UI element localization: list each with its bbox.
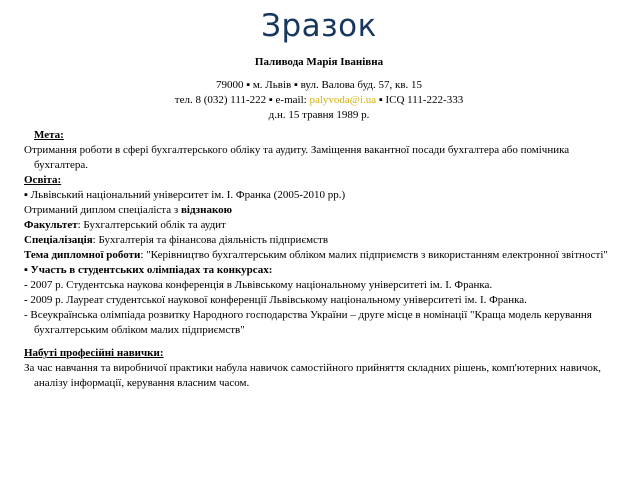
section-gap — [24, 338, 609, 346]
olympiad-item-2009 — [24, 293, 609, 308]
contact-line — [0, 93, 638, 108]
slide-title: Зразок — [261, 8, 377, 44]
diploma-honors: відзнакою — [180, 204, 233, 216]
olympiad-dash: - — [24, 294, 31, 306]
faculty-line — [24, 218, 609, 233]
skills-text: За час навчання та виробничої практики набула навичок самостійного прийняття складних рішень, комп'ютерних навичок, аналізу інформації, керування власним часом. — [24, 362, 602, 389]
goal-text: Отримання роботи в сфері бухгалтерського обліку та аудиту. Заміщення вакантної посади бухгалтера або помічника бухгалтера. — [24, 144, 570, 171]
faculty-text: : Бухгалтерський облік та аудит — [77, 219, 226, 231]
birth-date: д.н. 15 травня 1989 р. — [268, 109, 370, 121]
diploma-prefix: Отриманий диплом спеціаліста з — [24, 204, 181, 216]
resume-header — [0, 55, 638, 123]
candidate-name: Паливода Марія Іванівна — [254, 56, 384, 68]
contact-suffix: ▪ ICQ 111-222-333 — [376, 94, 464, 106]
specialty-label: Спеціалізація — [24, 234, 93, 246]
specialty-line — [24, 233, 609, 248]
thesis-text: : "Керівництво бухгалтерським обліком малих підприємств з використанням електронної звітності" — [140, 249, 608, 261]
goal-heading: Мета: — [34, 129, 64, 141]
faculty-label: Факультет — [24, 219, 78, 231]
olympiad-text: 2007 р. Студентська наукова конференція в Львівському національному університеті ім. І. Франка. — [30, 279, 493, 291]
olympiad-text: 2009 р. Лауреат студентської наукової конференції Львівському національному університеті ім. І. Франка. — [30, 294, 527, 306]
address-line: 79000 ▪ м. Львів ▪ вул. Валова буд. 57, кв. 15 — [215, 79, 423, 91]
contact-prefix: тел. 8 (032) 111-222 ▪ e-mail: — [174, 94, 310, 106]
skills-heading: Набуті професійні навички: — [24, 347, 164, 359]
education-heading: Освіта: — [24, 174, 62, 186]
olympiad-item-allukrainian: - Всеукраїнська олімпіада розвитку Народного господарства України – друге місце в номінації "Краща модель керування бухгалтерським обліком малих підприємств" — [24, 309, 592, 336]
thesis-line — [24, 248, 609, 263]
email-link[interactable]: palyvoda@i.ua — [309, 94, 377, 106]
resume-body — [24, 128, 609, 391]
olympiad-item-2007 — [24, 278, 609, 293]
olympiad-heading: ▪ Участь в студентських олімпіадах та конкурсах: — [24, 264, 273, 276]
thesis-label: Тема дипломної роботи — [24, 249, 141, 261]
diploma-line — [24, 203, 609, 218]
olympiad-dash: - — [24, 279, 31, 291]
specialty-text: : Бухгалтерія та фінансова діяльність підприємств — [92, 234, 329, 246]
header-spacer — [0, 70, 638, 78]
education-university: ▪ Львівський національний університет ім. І. Франка (2005-2010 рр.) — [24, 189, 346, 201]
